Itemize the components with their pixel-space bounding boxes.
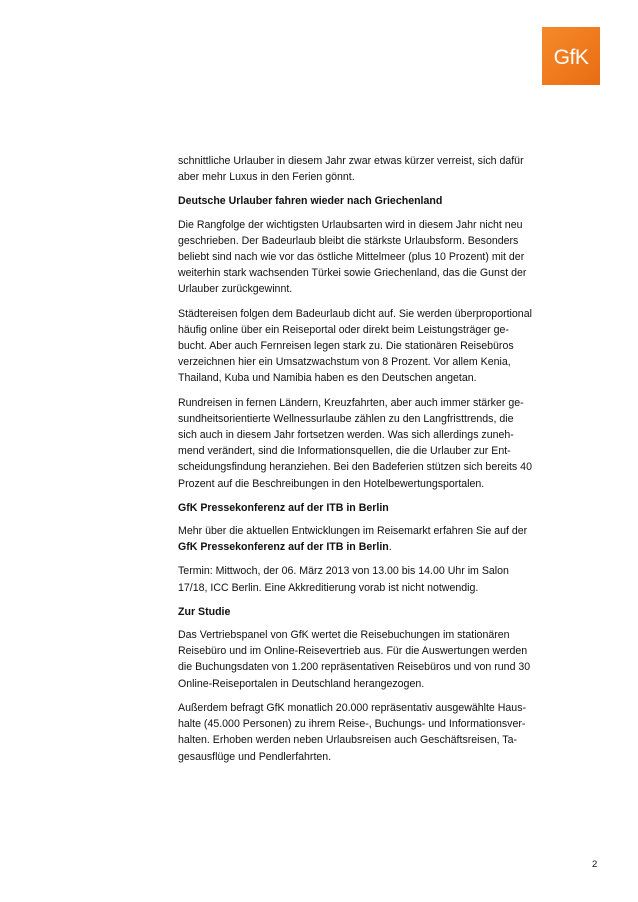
pressekonferenz-period: . [388, 541, 392, 554]
paragraph-staedtereisen: Städtereisen folgen dem Badeurlaub dicht auf. Sie werden überproportional häufig online über ein Reiseportal oder direkt beim Leistungsträger ge- bucht. Aber auch Fernreisen legen stark zu. Die stationären Reisebüros verzeichnen hier ein Umsatzwachstum von 8 Prozent. Vor allem Kenia, Thailand, Kuba und Namibia haben es den Deutschen angetan. [178, 307, 532, 385]
pressekonferenz-text: Mehr über die aktuellen Entwicklungen im Reisemarkt erfahren Sie auf der [178, 525, 528, 538]
gfk-logo [542, 27, 600, 85]
page-number: 2 [592, 859, 598, 870]
paragraph-termin: Termin: Mittwoch, der 06. März 2013 von 13.00 bis 14.00 Uhr im Salon 17/18, ICC Berlin. Eine Akkreditierung vorab ist nicht notwendig. [178, 565, 509, 594]
pressekonferenz-bold-text: GfK Pressekonferenz auf der ITB in Berlin [178, 541, 389, 554]
gfk-logo-text: GfK [553, 45, 589, 69]
heading-griechenland: Deutsche Urlauber fahren wieder nach Griechenland [178, 195, 443, 208]
heading-pressekonferenz: GfK Pressekonferenz auf der ITB in Berlin [178, 501, 389, 514]
paragraph-rundreisen: Rundreisen in fernen Ländern, Kreuzfahrten, aber auch immer stärker ge- sundheitsorientierte Wellnessurlaube zählen zu den Langfristtrends, die sich auch in diesem Jahr fortsetzen werden. Was sich allerdings zuneh- mend verändert, sind die Informationsquellen, die die Urlauber zur Ent- scheidungsfindung heranziehen. Bei den Badeferien stützen sich bereits 40 Prozent auf die Beschreibungen in den Hotelbewertungsportalen. [178, 396, 532, 490]
paragraph-intro-continuation: schnittliche Urlauber in diesem Jahr zwar etwas kürzer verreist, sich dafür aber mehr Luxus in den Ferien gönnt. [178, 155, 524, 184]
paragraph-urlaubsarten: Die Rangfolge der wichtigsten Urlaubsarten wird in diesem Jahr nicht neu geschrieben. Der Badeurlaub bleibt die stärkste Urlaubsform. Besonders beliebt sind nach wie vor das östliche Mittelmeer (plus 10 Prozent) mit der weiterhin stark wachsenden Türkei sowie Griechenland, das die Gunst der Urlauber zurückgewinnt. [178, 218, 527, 296]
heading-zur-studie: Zur Studie [178, 605, 231, 618]
paragraph-haushaltsbefragung: Außerdem befragt GfK monatlich 20.000 repräsentativ ausgewählte Haus- halte (45.000 Personen) zu ihrem Reise-, Buchungs- und Informationsver- halten. Erhoben werden neben Urlaubsreisen auch Geschäftsreisen, Ta- gesausflüge und Pendlerfahrten. [178, 701, 527, 763]
paragraph-pressekonferenz-info [178, 523, 558, 555]
paragraph-vertriebspanel: Das Vertriebspanel von GfK wertet die Reisebuchungen im stationären Reisebüro und im Online-Reisevertrieb aus. Für die Auswertungen werden die Buchungsdaten von 1.200 repräsentativen Reisebüros und von rund 30 Online-Reiseportalen in Deutschland herangezogen. [178, 629, 531, 690]
document-body [178, 153, 558, 773]
